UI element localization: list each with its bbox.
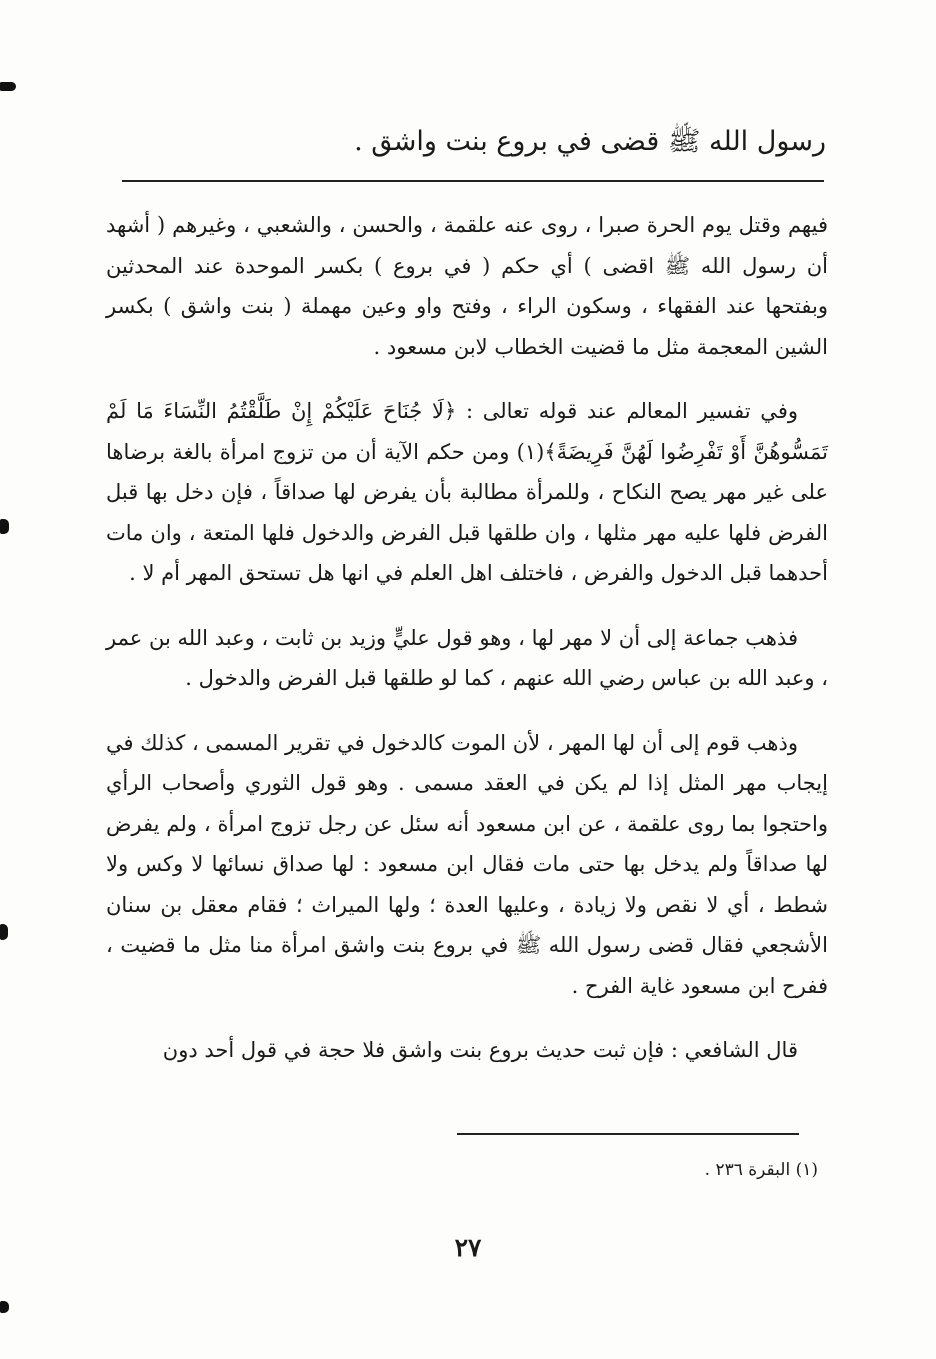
- footnote-divider: [457, 1133, 799, 1135]
- footnote: (١) البقرة ٢٣٦ .: [704, 1160, 818, 1180]
- paragraph-3: فذهب جماعة إلى أن لا مهر لها ، وهو قول عليٍّ وزيد بن ثابت ، وعبد الله بن عمر ، وعبد الله بن عباس رضي الله عنهم ، كما لو طلقها قبل الفرض والدخول .: [106, 625, 828, 690]
- paragraph-2: وفي تفسير المعالم عند قوله تعالى : ﴿لَا جُنَاحَ عَلَيْكُمْ إِنْ طَلَّقْتُمُ النِّسَاءَ مَا لَمْ تَمَسُّوهُنَّ أَوْ تَفْرِضُوا لَهُنَّ فَرِيضَةً﴾(١) ومن حكم الآية أن من تزوج امرأة بالغة برضاها على غير مهر يصح النكاح ، وللمرأة مطالبة بأن يفرض لها صداقاً ، فإن دخل بها قبل الفرض فلها عليه مهر مثلها ، وان طلقها قبل الفرض والدخول فلها المتعة ، وان مات أحدهما قبل الدخول والفرض ، فاختلف اهل العلم في انها هل تستحق المهر أم لا .: [106, 399, 828, 585]
- header-divider: [122, 180, 824, 182]
- running-header: رسول الله ﷺ قضى في بروع بنت واشق .: [354, 126, 826, 157]
- main-text: [106, 205, 828, 1071]
- scan-mark: [0, 1301, 9, 1313]
- scan-mark: [0, 82, 16, 91]
- paragraph-4: وذهب قوم إلى أن لها المهر ، لأن الموت كالدخول في تقرير المسمى ، كذلك في إيجاب مهر المثل إذا لم يكن في العقد مسمى . وهو قول الثوري وأصحاب الرأي واحتجوا بما روى علقمة ، عن ابن مسعود أنه سئل عن رجل تزوج امرأة ، ولم يفرض لها صداقاً ولم يدخل بها حتى مات فقال ابن مسعود : لها صداق نسائها لا وكس ولا شطط ، أي لا نقص ولا زيادة ، وعليها العدة ؛ ولها الميراث ؛ فقام معقل بن سنان الأشجعي فقال قضى رسول الله ﷺ في بروع بنت واشق امرأة منا مثل ما قضيت ، ففرح ابن مسعود غاية الفرح .: [106, 730, 828, 998]
- page-number: ٢٧: [454, 1233, 482, 1262]
- paragraph-1: فيهم وقتل يوم الحرة صبرا ، روى عنه علقمة ، والحسن ، والشعبي ، وغيرهم ( أشهد أن رسول الله ﷺ اقضى ) أي حكم ( في بروع ) بكسر الموحدة عند المحدثين وبفتحها عند الفقهاء ، وسكون الراء ، وفتح واو وعين مهملة ( بنت واشق ) بكسر الشين المعجمة مثل ما قضيت الخطاب لابن مسعود .: [106, 213, 828, 359]
- scan-mark: [0, 519, 9, 534]
- scan-mark: [0, 924, 8, 940]
- paragraph-5: قال الشافعي : فإن ثبت حديث بروع بنت واشق فلا حجة في قول أحد دون: [162, 1038, 798, 1062]
